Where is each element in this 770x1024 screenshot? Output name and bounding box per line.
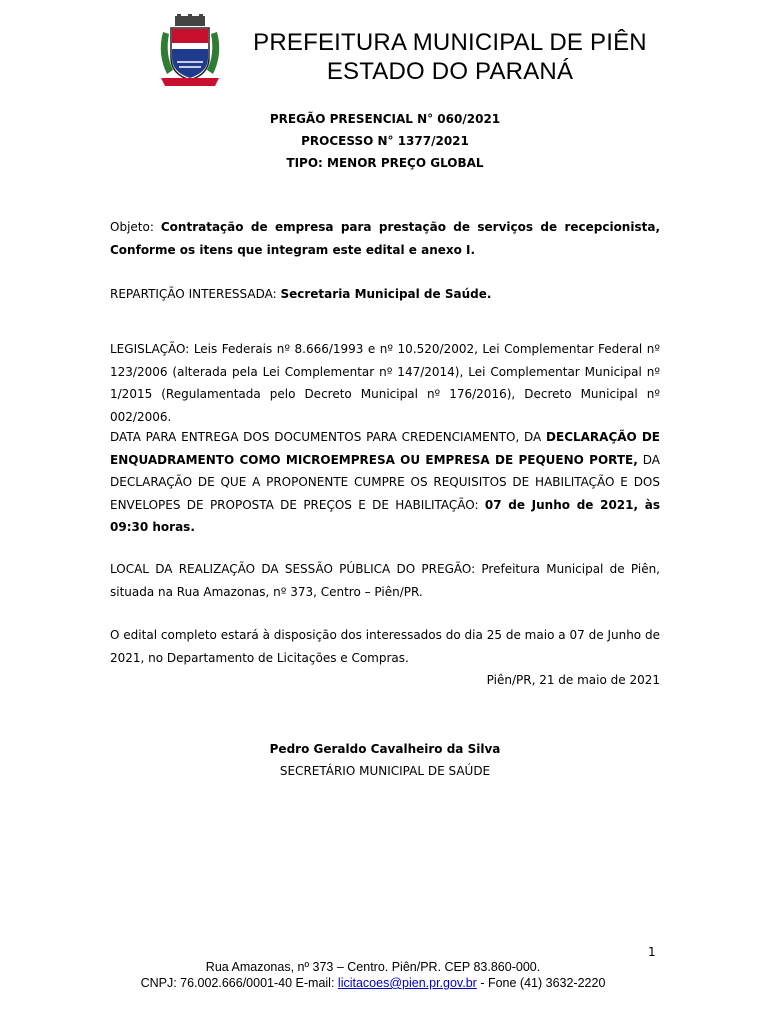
footer-phone: - Fone (41) 3632-2220 bbox=[480, 976, 606, 990]
footer-address: Rua Amazonas, nº 373 – Centro. Piên/PR. CEP 83.860-000. bbox=[205, 960, 541, 974]
reparticao-paragraph bbox=[110, 283, 660, 306]
signature-block bbox=[0, 738, 770, 782]
date-place: Piên/PR, 21 de maio de 2021 bbox=[486, 673, 660, 687]
municipal-coat-of-arms-icon bbox=[155, 14, 225, 88]
pregao-number: PREGÃO PRESENCIAL N° 060/2021 bbox=[269, 112, 501, 126]
edital-paragraph: O edital completo estará à disposição dos interessados do dia 25 de maio a 07 de Junho de 2021, no Departamento de Licitações e Compras. bbox=[110, 628, 660, 665]
footer-contact bbox=[0, 975, 746, 991]
objeto-paragraph bbox=[110, 216, 660, 261]
data-entrega-bold2: 07 de Junho de 2021, às 09:30 horas. bbox=[110, 497, 660, 534]
letterhead bbox=[0, 0, 770, 100]
objeto-text: Contratação de empresa para prestação de serviços de recepcionista, Conforme os itens que integram este edital e anexo I. bbox=[110, 220, 660, 257]
municipality-title bbox=[230, 28, 670, 86]
data-entrega-bold1: DECLARAÇÃO DE ENQUADRAMENTO COMO MICROEMPRESA OU EMPRESA DE PEQUENO PORTE, bbox=[110, 430, 661, 467]
title-line-1: PREFEITURA MUNICIPAL DE PIÊN bbox=[253, 29, 647, 56]
signatory-role: SECRETÁRIO MUNICIPAL DE SAÚDE bbox=[279, 764, 491, 778]
footer bbox=[0, 959, 746, 991]
objeto-label: Objeto: bbox=[110, 220, 154, 234]
procurement-heading bbox=[0, 108, 770, 174]
data-entrega-part1: DATA PARA ENTREGA DOS DOCUMENTOS PARA CREDENCIAMENTO, DA bbox=[110, 430, 542, 444]
reparticao-label: REPARTIÇÃO INTERESSADA: bbox=[110, 287, 277, 301]
signatory-name: Pedro Geraldo Cavalheiro da Silva bbox=[269, 742, 501, 756]
legislacao-paragraph: LEGISLAÇÃO: Leis Federais nº 8.666/1993 e nº 10.520/2002, Lei Complementar Federal nº 123/2006 (alterada pela Lei Complementar nº 147/2014), Lei Complementar Municipal nº 1/2015 (Regulamentada pelo Decreto Municipal nº 176/2016), Decreto Municipal nº 002/2006. bbox=[110, 342, 660, 424]
title-line-2: ESTADO DO PARANÁ bbox=[326, 58, 574, 85]
data-entrega-part2: DA DECLARAÇÃO DE QUE A PROPONENTE CUMPRE OS REQUISITOS DE HABILITAÇÃO E DOS ENVELOPES DE PROPOSTA DE PREÇOS E DE HABILITAÇÃO: bbox=[110, 452, 660, 512]
data-entrega-paragraph bbox=[110, 426, 660, 539]
page-number: 1 bbox=[648, 945, 656, 959]
processo-number: PROCESSO N° 1377/2021 bbox=[301, 134, 469, 148]
footer-email-link[interactable]: licitacoes@pien.pr.gov.br bbox=[337, 976, 477, 990]
footer-cnpj-email-label: CNPJ: 76.002.666/0001-40 E-mail: bbox=[140, 976, 335, 990]
reparticao-value: Secretaria Municipal de Saúde. bbox=[280, 287, 492, 301]
tipo-line: TIPO: MENOR PREÇO GLOBAL bbox=[286, 156, 484, 170]
local-paragraph: LOCAL DA REALIZAÇÃO DA SESSÃO PÚBLICA DO PREGÃO: Prefeitura Municipal de Piên, situada na Rua Amazonas, nº 373, Centro – Piên/PR. bbox=[110, 562, 660, 599]
